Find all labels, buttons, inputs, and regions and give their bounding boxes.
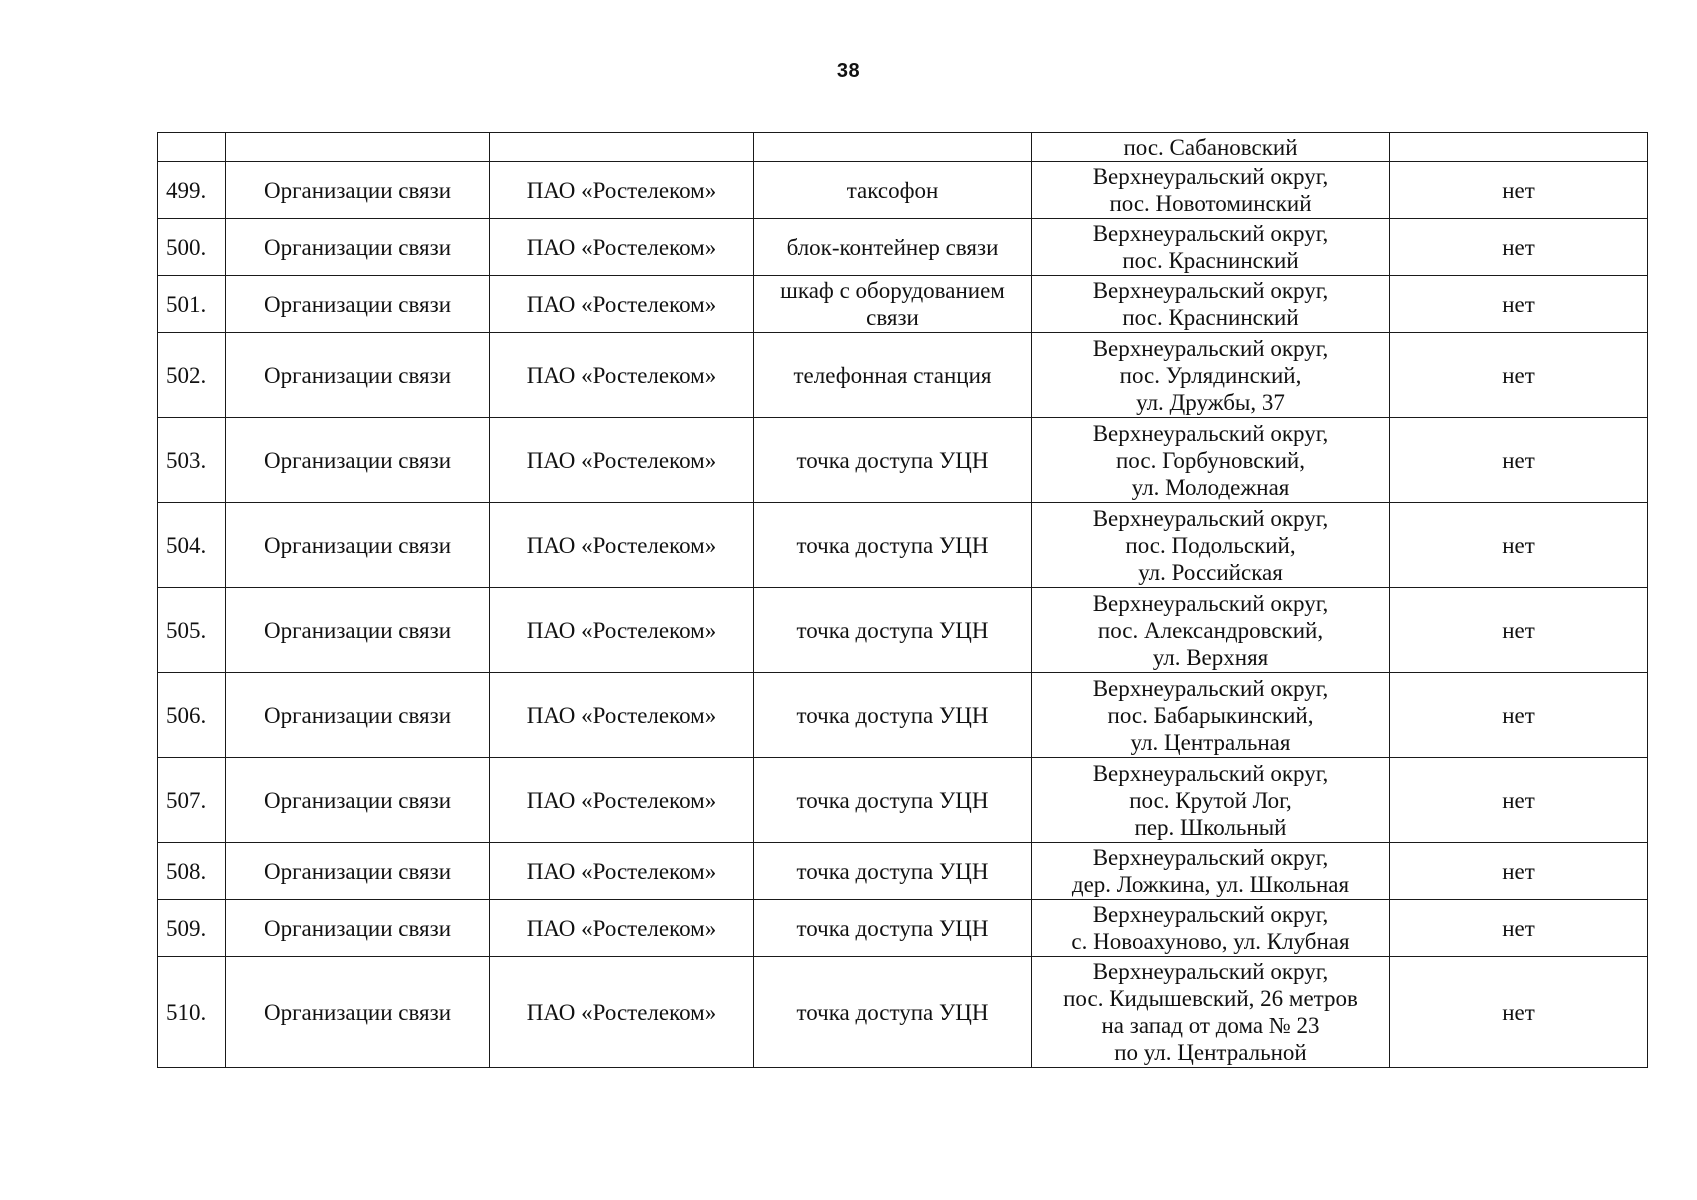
address-line: пос. Краснинский [1122,248,1299,273]
address-line: Верхнеуральский округ, [1092,675,1329,701]
address-line: на запад от дома № 23 [1101,1013,1320,1038]
row-number-cell: 510. [158,957,226,1068]
address-line: пос. Подольский, [1125,532,1296,558]
address-line: пос. Новотоминский [1109,191,1312,216]
address-line: пос. Крутой Лог, [1129,787,1292,813]
owner-cell: ПАО «Ростелеком» [490,162,754,219]
address-line: пос. Краснинский [1122,305,1299,330]
table-row [158,503,1648,588]
address-cell [1032,133,1390,162]
status-cell: нет [1390,333,1648,418]
table-row [158,758,1648,843]
status-cell [1390,133,1648,162]
table-row [158,219,1648,276]
row-number-cell: 501. [158,276,226,333]
address-line: ул. Дружбы, 37 [1136,389,1285,415]
object-cell: точка доступа УЦН [754,900,1032,957]
object-cell: точка доступа УЦН [754,758,1032,843]
table-body [158,133,1648,1068]
owner-cell: ПАО «Ростелеком» [490,503,754,588]
object-cell: телефонная станция [754,333,1032,418]
row-number-cell [158,133,226,162]
category-cell: Организации связи [226,276,490,333]
owner-cell: ПАО «Ростелеком» [490,957,754,1068]
address-cell [1032,219,1390,276]
category-cell [226,133,490,162]
table-row [158,957,1648,1068]
table-row [158,162,1648,219]
table-row [158,843,1648,900]
address-line: Верхнеуральский округ, [1092,164,1329,189]
status-cell: нет [1390,503,1648,588]
table-row [158,900,1648,957]
category-cell: Организации связи [226,758,490,843]
category-cell: Организации связи [226,673,490,758]
status-cell: нет [1390,276,1648,333]
status-cell: нет [1390,162,1648,219]
address-line: пос. Сабановский [1123,134,1298,160]
address-line: пос. Бабарыкинский, [1107,702,1314,728]
owner-cell: ПАО «Ростелеком» [490,843,754,900]
address-cell [1032,503,1390,588]
address-line: дер. Ложкина, ул. Школьная [1071,872,1350,897]
registry-table [157,132,1648,1068]
address-cell [1032,276,1390,333]
row-number-cell: 499. [158,162,226,219]
address-line: Верхнеуральский округ, [1092,335,1329,361]
owner-cell: ПАО «Ростелеком» [490,900,754,957]
owner-cell [490,133,754,162]
status-cell: нет [1390,418,1648,503]
status-cell: нет [1390,673,1648,758]
category-cell: Организации связи [226,162,490,219]
table-row [158,673,1648,758]
row-number-cell: 502. [158,333,226,418]
table-row [158,276,1648,333]
status-cell: нет [1390,219,1648,276]
object-cell: точка доступа УЦН [754,588,1032,673]
object-cell: таксофон [754,162,1032,219]
address-cell [1032,418,1390,503]
category-cell: Организации связи [226,418,490,503]
category-cell: Организации связи [226,333,490,418]
address-line: пер. Школьный [1134,814,1287,840]
category-cell: Организации связи [226,957,490,1068]
owner-cell: ПАО «Ростелеком» [490,219,754,276]
category-cell: Организации связи [226,900,490,957]
address-line: ул. Центральная [1130,729,1291,755]
address-line: с. Новоахуново, ул. Клубная [1071,929,1350,954]
row-number-cell: 504. [158,503,226,588]
address-line: Верхнеуральский округ, [1092,760,1329,786]
row-number-cell: 508. [158,843,226,900]
address-line: пос. Урлядинский, [1119,362,1302,388]
owner-cell: ПАО «Ростелеком» [490,673,754,758]
address-cell [1032,900,1390,957]
table-row [158,418,1648,503]
category-cell: Организации связи [226,503,490,588]
address-line: Верхнеуральский округ, [1092,959,1329,984]
address-line: пос. Горбуновский, [1116,447,1305,473]
address-line: ул. Молодежная [1131,474,1290,500]
object-cell: точка доступа УЦН [754,957,1032,1068]
table-row [158,588,1648,673]
row-number-cell: 509. [158,900,226,957]
address-line: ул. Верхняя [1152,644,1269,670]
address-line: Верхнеуральский округ, [1092,845,1329,870]
object-cell [754,133,1032,162]
owner-cell: ПАО «Ростелеком» [490,333,754,418]
address-cell [1032,957,1390,1068]
address-line: ул. Российская [1138,559,1283,585]
object-cell: шкаф с оборудованием связи [754,276,1032,333]
address-line: по ул. Центральной [1114,1040,1307,1065]
address-line: пос. Кидышевский, 26 метров [1063,986,1358,1011]
address-line: Верхнеуральский округ, [1092,221,1329,246]
address-line: Верхнеуральский округ, [1092,505,1329,531]
category-cell: Организации связи [226,219,490,276]
address-line: Верхнеуральский округ, [1092,278,1329,303]
row-number-cell: 505. [158,588,226,673]
owner-cell: ПАО «Ростелеком» [490,588,754,673]
table-row [158,333,1648,418]
object-cell: точка доступа УЦН [754,673,1032,758]
address-cell [1032,758,1390,843]
status-cell: нет [1390,843,1648,900]
category-cell: Организации связи [226,843,490,900]
object-cell: точка доступа УЦН [754,503,1032,588]
status-cell: нет [1390,758,1648,843]
owner-cell: ПАО «Ростелеком» [490,418,754,503]
object-cell: блок-контейнер связи [754,219,1032,276]
address-cell [1032,162,1390,219]
category-cell: Организации связи [226,588,490,673]
row-number-cell: 506. [158,673,226,758]
status-cell: нет [1390,588,1648,673]
table-row-continuation [158,133,1648,162]
page-number: 38 [836,60,861,82]
address-line: Верхнеуральский округ, [1092,902,1329,927]
address-cell [1032,333,1390,418]
address-line: пос. Александровский, [1097,617,1324,643]
address-line: Верхнеуральский округ, [1092,590,1329,616]
row-number-cell: 500. [158,219,226,276]
row-number-cell: 507. [158,758,226,843]
status-cell: нет [1390,900,1648,957]
address-cell [1032,588,1390,673]
owner-cell: ПАО «Ростелеком» [490,276,754,333]
status-cell: нет [1390,957,1648,1068]
object-cell: точка доступа УЦН [754,843,1032,900]
object-cell: точка доступа УЦН [754,418,1032,503]
address-cell [1032,673,1390,758]
owner-cell: ПАО «Ростелеком» [490,758,754,843]
address-cell [1032,843,1390,900]
row-number-cell: 503. [158,418,226,503]
address-line: Верхнеуральский округ, [1092,420,1329,446]
